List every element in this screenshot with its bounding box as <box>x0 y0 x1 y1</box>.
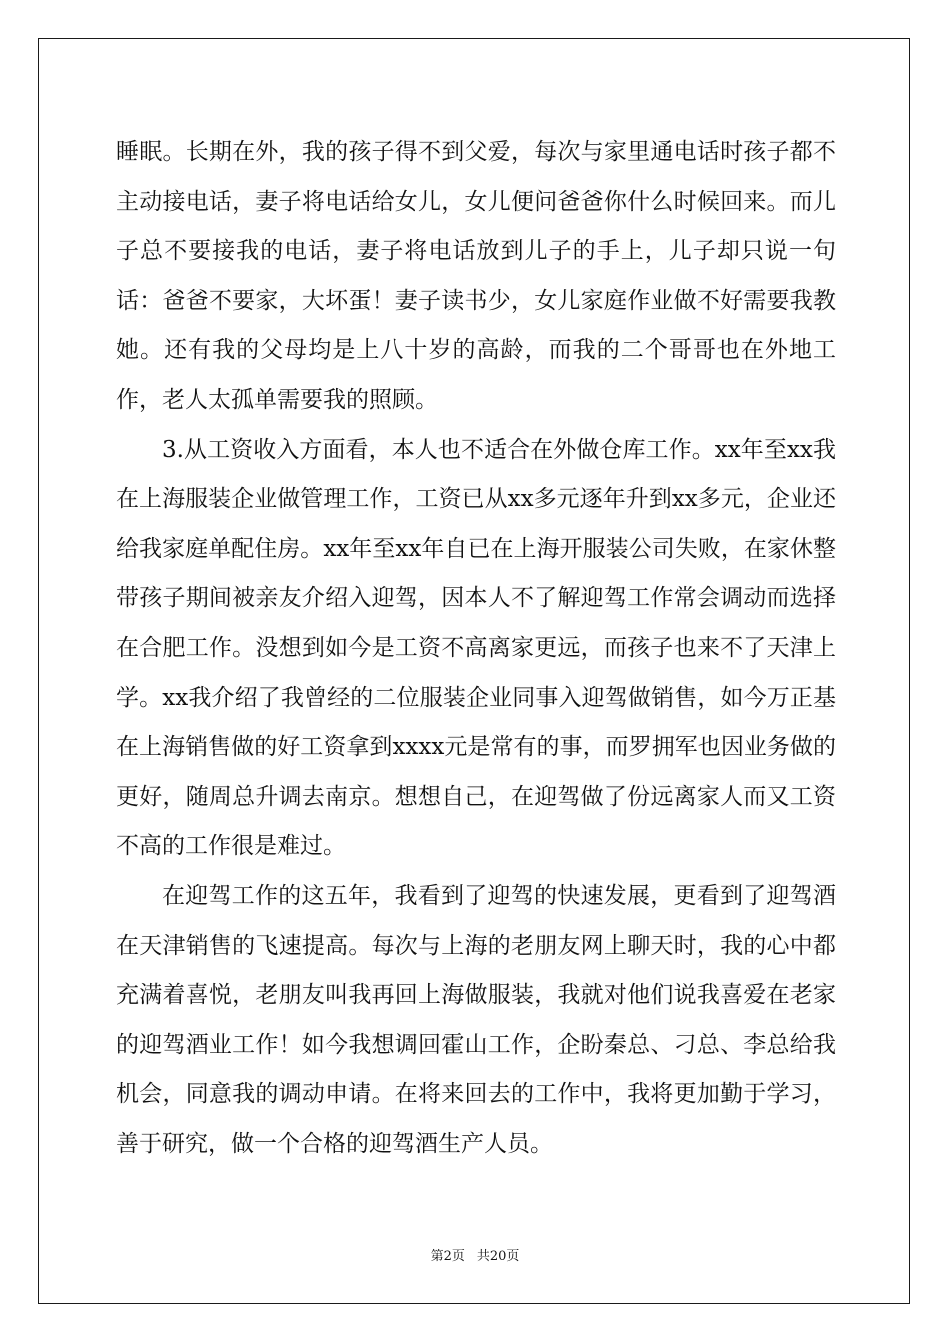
paragraph-2: 3.从工资收入方面看，本人也不适合在外做仓库工作。xx年至xx我在上海服装企业做管理工作，工资已从xx多元逐年升到xx多元，企业还给我家庭单配住房。xx年至xx年自已在上海开服装公司失败，在家休整带孩子期间被亲友介绍入迎驾，因本人不了解迎驾工作常会调动而选择在合肥工作。没想到如今是工资不高离家更远，而孩子也来不了天津上学。xx我介绍了我曾经的二位服装企业同事入迎驾做销售，如今万正基在上海销售做的好工资拿到xxxx元是常有的事，而罗拥军也因业务做的更好，随周总升调去南京。想想自己，在迎驾做了份远离家人而又工资不高的工作很是难过。 <box>116 436 836 860</box>
page-total: 共20页 <box>476 1249 520 1264</box>
page-number: 第2页 <box>430 1249 465 1264</box>
paragraph-1: 睡眠。长期在外，我的孩子得不到父爱，每次与家里通电话时孩子都不主动接电话，妻子将电话给女儿，女儿便问爸爸你什么时候回来。而儿子总不要接我的电话，妻子将电话放到儿子的手上，儿子却只说一句话：爸爸不要家，大坏蛋！妻子读书少，女儿家庭作业做不好需要我教她。还有我的父母均是上八十岁的高龄，而我的二个哥哥也在外地工作，老人太孤单需要我的照顾。 <box>116 139 836 413</box>
document-body <box>116 128 836 1169</box>
page-footer <box>0 1245 950 1264</box>
paragraph-3: 在迎驾工作的这五年，我看到了迎驾的快速发展，更看到了迎驾酒在天津销售的飞速提高。每次与上海的老朋友网上聊天时，我的心中都充满着喜悦，老朋友叫我再回上海做服装，我就对他们说我喜爱在老家的迎驾酒业工作！如今我想调回霍山工作，企盼秦总、刁总、李总给我机会，同意我的调动申请。在将来回去的工作中，我将更加勤于学习，善于研究，做一个合格的迎驾酒生产人员。 <box>116 882 836 1157</box>
